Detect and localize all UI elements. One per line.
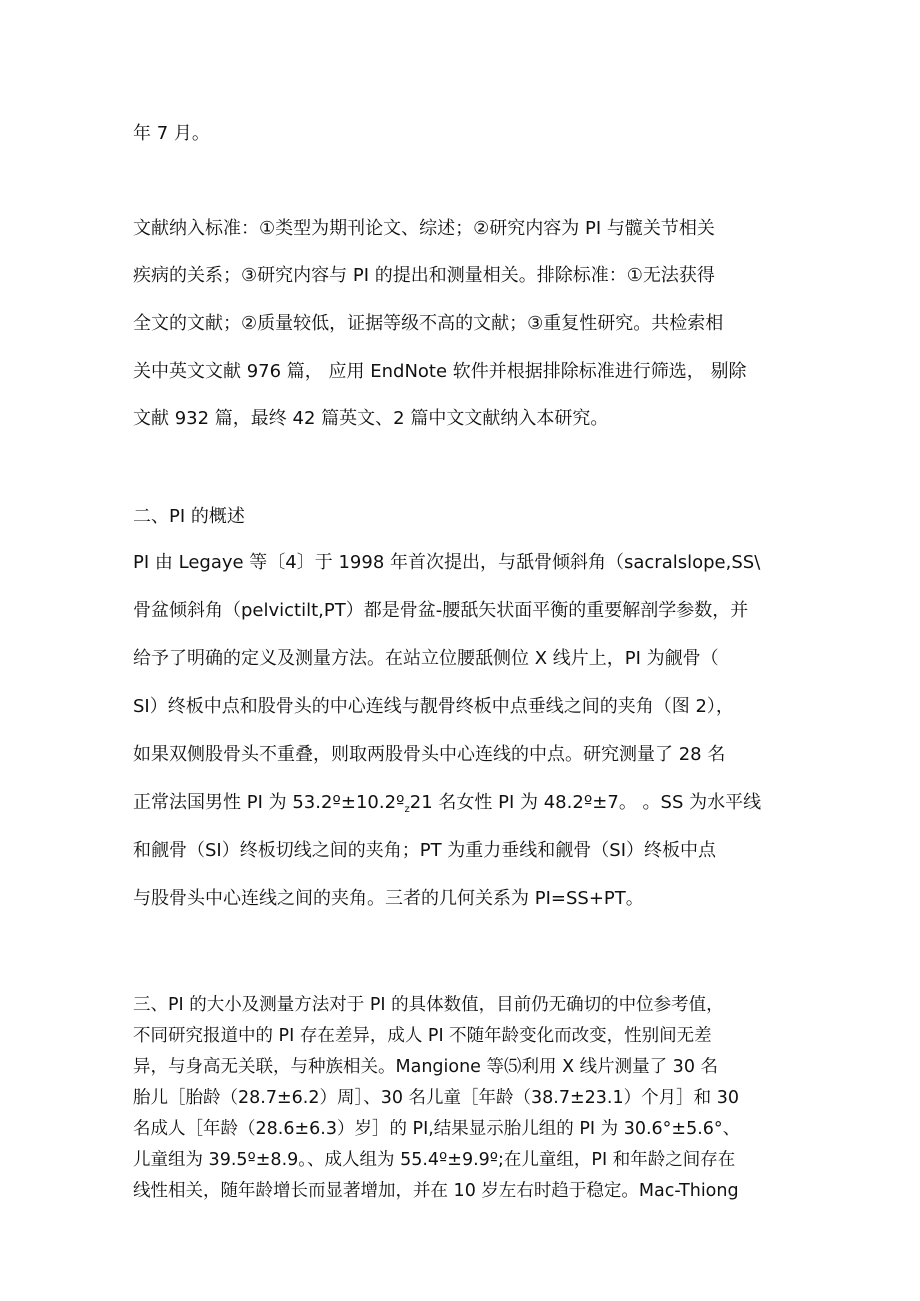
paragraph-line: 关中英文文献 976 篇， 应用 EndNote 软件并根据排除标准进行筛选， 剔除 xyxy=(133,361,747,382)
subscript-text: z xyxy=(404,804,410,815)
paragraph-line: 不同研究报道中的 PI 存在差异，成人 PI 不随年龄变化而改变，性别间无差 xyxy=(133,1026,712,1046)
paragraph-line xyxy=(133,791,761,822)
paragraph-line: 给予了明确的定义及测量方法。在站立位腰舐侧位 X 线片上，PI 为觎骨（ xyxy=(133,648,719,669)
paragraph-line: 名成人［年龄（28.6±6.3）岁］的 PI,结果显示胎儿组的 PI 为 30.6°±5.6°、 xyxy=(133,1119,741,1139)
paragraph-line: PI 由 Legaye 等〔4〕于 1998 年首次提出，与舐骨倾斜角（sacralslope,SS\ xyxy=(133,552,761,573)
paragraph-line: 胎儿［胎龄（28.7±6.2）周］、30 名儿童［年龄（38.7±23.1）个月］和 30 xyxy=(133,1088,739,1108)
paragraph-line: 疾病的关系；③研究内容与 PI 的提出和测量相关。排除标准：①无法获得 xyxy=(133,265,715,286)
paragraph-line: 三、PI 的大小及测量方法对于 PI 的具体数值，目前仍无确切的中位参考值， xyxy=(133,995,724,1015)
text-segment: 21 名女性 PI 为 48.2º±7。 。SS 为水平线 xyxy=(409,792,762,813)
paragraph-line: 文献 932 篇，最终 42 篇英文、2 篇中文文献纳入本研究。 xyxy=(133,408,609,429)
paragraph-line: 文献纳入标准：①类型为期刊论文、综述；②研究内容为 PI 与髋关节相关 xyxy=(133,218,715,239)
section-heading: 二、PI 的概述 xyxy=(133,506,245,527)
paragraph-line: 与股骨头中心连线之间的夹角。三者的几何关系为 PI=SS+PT。 xyxy=(133,888,644,909)
text-segment: 正常法国男性 PI 为 53.2º±10.2º xyxy=(133,792,405,813)
paragraph-line: 骨盆倾斜角（pelvictilt,PT）都是骨盆-腰舐矢状面平衡的重要解剖学参数，并 xyxy=(133,600,749,621)
paragraph-line: 儿童组为 39.5º±8.9。、成人组为 55.4º±9.9º;在儿童组，PI 和年龄之间存在 xyxy=(133,1150,736,1170)
paragraph-line: SI）终板中点和股骨头的中心连线与靓骨终板中点垂线之间的夹角（图 2）， xyxy=(133,696,734,717)
paragraph-line: 线性相关，随年龄增长而显著增加，并在 10 岁左右时趋于稳定。Mac-Thiong xyxy=(133,1181,739,1201)
paragraph-line: 异，与身高无关联，与种族相关。Mangione 等⑸利用 X 线片测量了 30 名 xyxy=(133,1057,719,1077)
intro-line: 年 7 月。 xyxy=(133,123,210,144)
paragraph-line: 如果双侧股骨头不重叠，则取两股骨头中心连线的中点。研究测量了 28 名 xyxy=(133,744,726,765)
paragraph-line: 全文的文献；②质量较低，证据等级不高的文献；③重复性研究。共检索相 xyxy=(133,313,724,334)
paragraph-line: 和觎骨（SI）终板切线之间的夹角；PT 为重力垂线和觎骨（SI）终板中点 xyxy=(133,840,717,861)
